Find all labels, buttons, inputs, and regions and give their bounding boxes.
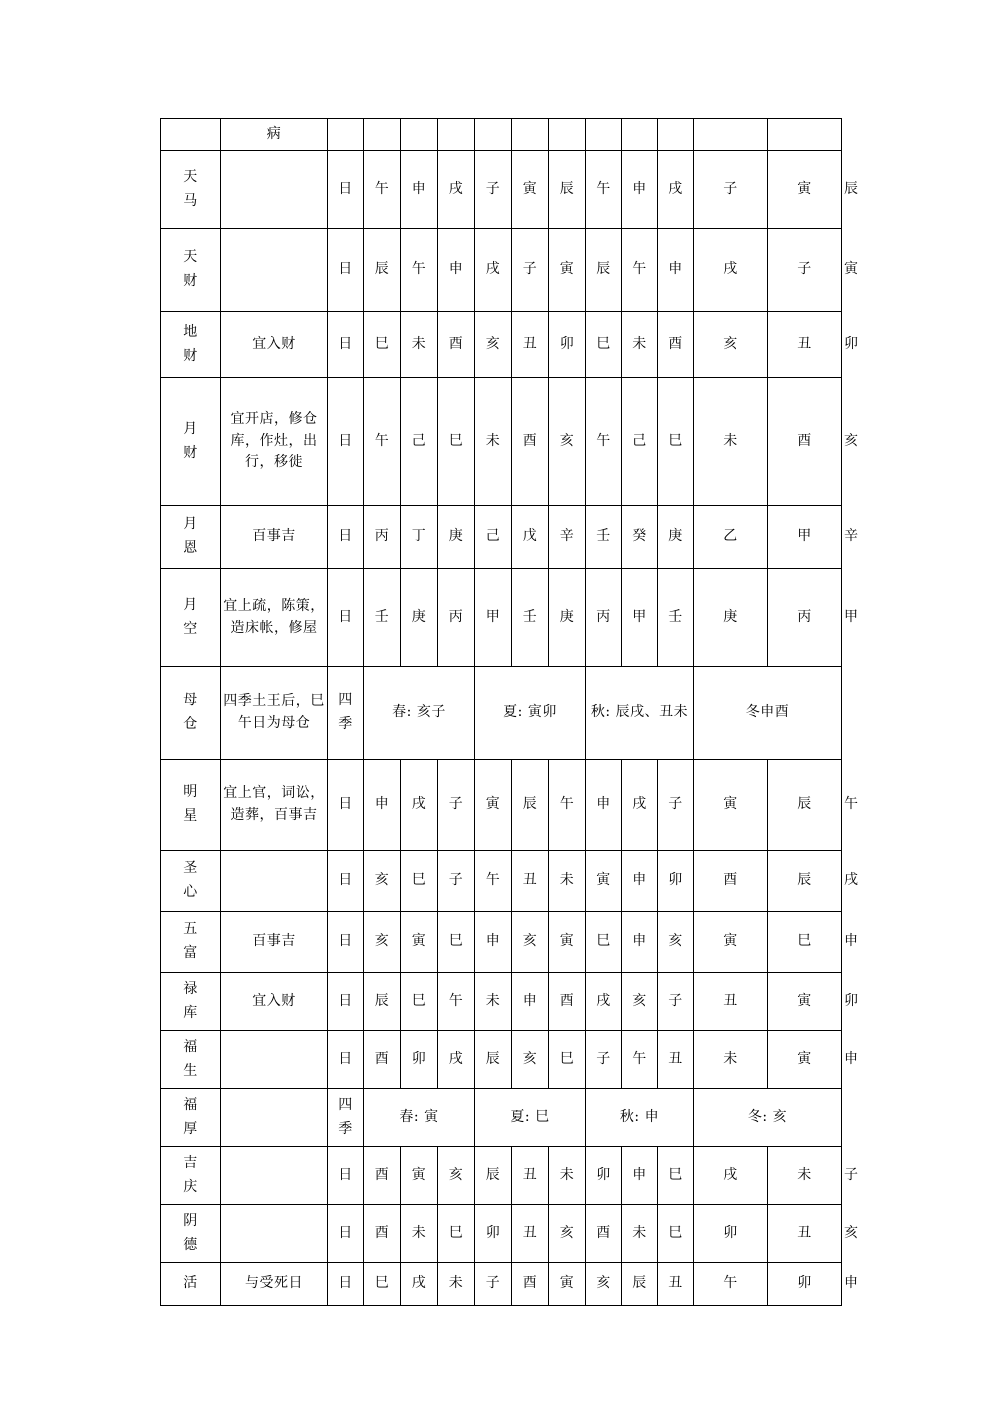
row-value-cell: 亥 — [694, 312, 768, 378]
row-season-cell: 春: 寅 — [364, 1089, 475, 1147]
row-value-cell: 卯 — [694, 1205, 768, 1263]
row-name-月空 — [161, 569, 221, 667]
row-value-cell: 戌 — [694, 229, 768, 312]
table-row: 阴 德 日 酉 未 巳 卯 丑 亥 酉 未 巳 卯 丑 亥 — [161, 1205, 842, 1263]
row-value-cell: 巳 — [401, 851, 438, 912]
row-value-cell: 子 — [475, 151, 512, 229]
row-name-char: 地 — [183, 323, 198, 340]
row-value-cell: 巳 — [438, 912, 475, 973]
row-name-母仓 — [161, 667, 221, 760]
row-value-cell: 巳 — [586, 912, 622, 973]
row-value-cell: 寅 — [512, 151, 549, 229]
row-value-cell: 申 — [658, 229, 694, 312]
row-note — [221, 151, 328, 229]
row-value-cell: 未 — [401, 312, 438, 378]
row-name-福厚 — [161, 1089, 221, 1147]
row-unit: 日 — [328, 378, 364, 506]
row-name-char: 仓 — [183, 716, 198, 732]
row-value-cell: 酉 — [549, 973, 586, 1031]
header-data-cell — [401, 119, 438, 151]
row-value-cell: 酉 — [512, 378, 549, 506]
table-row: 活 与受死日 日 巳 戌 未 子 酉 寅 亥 辰 丑 午 卯 申 — [161, 1263, 842, 1306]
header-data-cell — [475, 119, 512, 151]
table-row: 天 财 日 辰 午 申 戌 子 寅 辰 午 申 戌 子 寅 — [161, 229, 842, 312]
row-name-char: 月 — [183, 516, 198, 533]
row-name-活 — [161, 1263, 221, 1306]
row-value-cell: 甲 — [768, 506, 842, 569]
row-value-cell: 未 — [768, 1147, 842, 1205]
row-name-char: 空 — [183, 620, 198, 637]
row-value-cell: 申 — [622, 1147, 658, 1205]
row-unit-char: 四 — [338, 692, 353, 709]
header-data-cell — [549, 119, 586, 151]
row-value-cell: 壬 — [512, 569, 549, 667]
row-name-char: 庆 — [183, 1178, 198, 1195]
row-name-char: 财 — [183, 347, 198, 364]
row-value-cell: 寅 — [768, 1031, 842, 1089]
row-value-cell: 午 — [549, 760, 586, 851]
row-season-cell: 秋: 辰戌、丑未 — [586, 667, 694, 760]
table-row: 月 财 宜开店，修仓库，作灶，出行，移徙 日 午 己 巳 未 酉 亥 午 己 巳 未 酉 亥 — [161, 378, 842, 506]
row-value-cell: 卯 — [658, 851, 694, 912]
row-value-cell: 亥 — [438, 1147, 475, 1205]
row-value-cell: 戌 — [475, 229, 512, 312]
row-value-cell: 未 — [438, 1263, 475, 1306]
row-value-cell: 辰 — [475, 1031, 512, 1089]
row-name-char: 活 — [183, 1275, 198, 1292]
row-unit-char: 四 — [338, 1096, 353, 1113]
row-note: 宜上官，词讼，造葬，百事吉 — [221, 760, 328, 851]
table-row: 明 星 宜上官，词讼，造葬，百事吉 日 申 戌 子 寅 辰 午 申 戌 子 寅 辰 午 — [161, 760, 842, 851]
row-name-char: 马 — [183, 192, 198, 209]
row-name-char: 吉 — [183, 1154, 198, 1171]
row-value-cell: 未 — [694, 378, 768, 506]
row-name-char: 财 — [183, 444, 198, 461]
row-value-cell: 辰 — [549, 151, 586, 229]
row-name-char: 天 — [183, 249, 198, 266]
row-value-cell: 寅 — [694, 912, 768, 973]
row-unit: 日 — [328, 851, 364, 912]
row-name-月恩 — [161, 506, 221, 569]
row-name-五富 — [161, 912, 221, 973]
row-value-cell: 戌 — [586, 973, 622, 1031]
row-value-cell: 庚 — [549, 569, 586, 667]
row-name-char: 心 — [183, 884, 198, 900]
row-note — [221, 1147, 328, 1205]
header-data-cell — [438, 119, 475, 151]
row-value-cell: 巳 — [549, 1031, 586, 1089]
row-value-cell: 酉 — [694, 851, 768, 912]
row-value-cell: 酉 — [768, 378, 842, 506]
row-value-cell: 巳 — [438, 1205, 475, 1263]
table-row — [161, 667, 842, 760]
row-name-char: 生 — [183, 1062, 198, 1079]
row-unit: 日 — [328, 973, 364, 1031]
row-season-cell: 夏: 巳 — [475, 1089, 586, 1147]
row-value-cell: 子 — [586, 1031, 622, 1089]
row-name-char: 库 — [183, 1004, 198, 1021]
row-value-cell: 寅 — [549, 1263, 586, 1306]
row-name-char: 五 — [183, 921, 198, 938]
row-value-cell: 辛 — [549, 506, 586, 569]
row-value-cell: 未 — [549, 1147, 586, 1205]
row-value-cell: 酉 — [438, 312, 475, 378]
row-name-char: 厚 — [183, 1120, 198, 1137]
row-value-cell: 申 — [401, 151, 438, 229]
table-row: 月 空 宜上疏，陈策，造床帐，修屋 日 壬 庚 丙 甲 壬 庚 丙 甲 壬 庚 丙 甲 — [161, 569, 842, 667]
row-value-cell: 丑 — [512, 312, 549, 378]
row-value-cell: 午 — [401, 229, 438, 312]
row-value-cell: 戌 — [438, 1031, 475, 1089]
row-value-cell: 丑 — [768, 312, 842, 378]
header-data-cell — [512, 119, 549, 151]
row-value-cell: 亥 — [586, 1263, 622, 1306]
row-value-cell: 酉 — [512, 1263, 549, 1306]
row-unit: 日 — [328, 151, 364, 229]
row-value-cell: 丑 — [512, 1205, 549, 1263]
row-value-cell: 申 — [622, 851, 658, 912]
row-unit: 日 — [328, 912, 364, 973]
row-value-cell: 亥 — [658, 912, 694, 973]
row-name-char: 月 — [183, 420, 198, 437]
row-unit: 日 — [328, 1205, 364, 1263]
row-name-char: 德 — [183, 1236, 198, 1253]
row-value-cell: 巳 — [438, 378, 475, 506]
row-value-cell: 未 — [401, 1205, 438, 1263]
row-value-cell: 卯 — [586, 1147, 622, 1205]
row-value-cell: 未 — [475, 378, 512, 506]
row-value-cell: 巳 — [364, 1263, 401, 1306]
row-value-cell: 寅 — [401, 912, 438, 973]
header-note-cell: 病 — [221, 119, 328, 151]
row-value-cell: 丙 — [586, 569, 622, 667]
row-value-cell: 午 — [694, 1263, 768, 1306]
row-value-cell: 酉 — [586, 1205, 622, 1263]
row-unit — [328, 667, 364, 760]
row-name-char: 圣 — [183, 860, 198, 877]
row-value-cell: 丑 — [512, 851, 549, 912]
row-value-cell: 寅 — [768, 151, 842, 229]
row-name-char: 福 — [183, 1096, 198, 1113]
row-value-cell: 辰 — [622, 1263, 658, 1306]
table-row: 地 财 宜入财 日 巳 未 酉 亥 丑 卯 巳 未 酉 亥 丑 卯 — [161, 312, 842, 378]
row-unit-char: 季 — [338, 1120, 353, 1137]
row-note: 宜开店，修仓库，作灶，出行，移徙 — [221, 378, 328, 506]
row-value-cell: 亥 — [512, 1031, 549, 1089]
row-name-char: 财 — [183, 273, 198, 289]
table-row — [161, 1089, 842, 1147]
row-value-cell: 申 — [622, 151, 658, 229]
row-value-cell: 辰 — [768, 760, 842, 851]
row-note: 宜入财 — [221, 312, 328, 378]
almanac-table-body — [161, 119, 859, 1306]
row-value-cell: 申 — [586, 760, 622, 851]
row-value-cell: 午 — [364, 378, 401, 506]
header-data-cell — [586, 119, 622, 151]
row-value-cell: 巳 — [658, 1205, 694, 1263]
row-value-cell: 甲 — [622, 569, 658, 667]
row-value-cell: 壬 — [586, 506, 622, 569]
row-value-cell: 巳 — [586, 312, 622, 378]
row-value-cell: 乙 — [694, 506, 768, 569]
row-note — [221, 1089, 328, 1147]
row-value-cell: 午 — [586, 151, 622, 229]
row-value-cell: 丑 — [512, 1147, 549, 1205]
row-value-cell: 子 — [475, 1263, 512, 1306]
row-unit-char: 季 — [338, 716, 353, 732]
header-data-cell — [768, 119, 842, 151]
row-value-cell: 申 — [364, 760, 401, 851]
row-value-cell: 巳 — [401, 973, 438, 1031]
row-name-福生 — [161, 1031, 221, 1089]
row-name-char: 阴 — [183, 1212, 198, 1229]
row-unit: 日 — [328, 506, 364, 569]
row-note — [221, 229, 328, 312]
row-name-char: 母 — [183, 692, 198, 709]
row-value-cell: 酉 — [364, 1205, 401, 1263]
row-value-cell: 寅 — [475, 760, 512, 851]
table-row: 吉 庆 日 酉 寅 亥 辰 丑 未 卯 申 巳 戌 未 子 — [161, 1147, 842, 1205]
row-note — [221, 851, 328, 912]
row-value-cell: 壬 — [364, 569, 401, 667]
row-season-cell: 春: 亥子 — [364, 667, 475, 760]
row-name-char: 福 — [183, 1038, 198, 1055]
header-name-cell — [161, 119, 221, 151]
row-note: 宜入财 — [221, 973, 328, 1031]
row-value-cell: 卯 — [768, 1263, 842, 1306]
row-value-cell: 申 — [512, 973, 549, 1031]
row-value-cell: 午 — [622, 1031, 658, 1089]
row-value-cell: 子 — [658, 760, 694, 851]
table-row: 月 恩 百事吉 日 丙 丁 庚 己 戊 辛 壬 癸 庚 乙 甲 辛 — [161, 506, 842, 569]
row-value-cell: 子 — [658, 973, 694, 1031]
row-name-禄库 — [161, 973, 221, 1031]
row-note — [221, 1031, 328, 1089]
row-value-cell: 辰 — [768, 851, 842, 912]
row-name-天马 — [161, 151, 221, 229]
row-unit: 日 — [328, 229, 364, 312]
row-value-cell: 庚 — [401, 569, 438, 667]
row-value-cell: 子 — [694, 151, 768, 229]
row-value-cell: 未 — [622, 312, 658, 378]
row-value-cell: 戌 — [401, 1263, 438, 1306]
row-value-cell: 丙 — [768, 569, 842, 667]
row-value-cell: 酉 — [658, 312, 694, 378]
row-value-cell: 己 — [622, 378, 658, 506]
row-value-cell: 酉 — [364, 1031, 401, 1089]
row-value-cell: 午 — [475, 851, 512, 912]
row-value-cell: 子 — [768, 229, 842, 312]
row-value-cell: 寅 — [401, 1147, 438, 1205]
row-value-cell: 甲 — [475, 569, 512, 667]
row-value-cell: 寅 — [549, 912, 586, 973]
row-name-圣心 — [161, 851, 221, 912]
row-name-char: 明 — [183, 784, 198, 801]
table-row: 五 富 百事吉 日 亥 寅 巳 申 亥 寅 巳 申 亥 寅 巳 申 — [161, 912, 842, 973]
row-name-地财 — [161, 312, 221, 378]
row-name-char: 月 — [183, 596, 198, 613]
table-row: 福 生 日 酉 卯 戌 辰 亥 巳 子 午 丑 未 寅 申 — [161, 1031, 842, 1089]
row-value-cell: 午 — [364, 151, 401, 229]
row-value-cell: 丑 — [694, 973, 768, 1031]
row-value-cell: 亥 — [549, 1205, 586, 1263]
row-name-char: 天 — [183, 168, 198, 185]
row-value-cell: 戌 — [438, 151, 475, 229]
row-name-月财 — [161, 378, 221, 506]
row-value-cell: 子 — [438, 760, 475, 851]
row-unit — [328, 1089, 364, 1147]
row-name-char: 星 — [183, 808, 198, 824]
row-unit: 日 — [328, 1031, 364, 1089]
row-value-cell: 癸 — [622, 506, 658, 569]
table-row: 禄 库 宜入财 日 辰 巳 午 未 申 酉 戌 亥 子 丑 寅 卯 — [161, 973, 842, 1031]
row-value-cell: 申 — [475, 912, 512, 973]
row-value-cell: 亥 — [364, 912, 401, 973]
header-data-cell — [622, 119, 658, 151]
row-value-cell: 戌 — [622, 760, 658, 851]
row-name-阴德 — [161, 1205, 221, 1263]
row-note — [221, 1205, 328, 1263]
row-value-cell: 亥 — [549, 378, 586, 506]
row-value-cell: 己 — [401, 378, 438, 506]
row-value-cell: 辰 — [586, 229, 622, 312]
row-value-cell: 未 — [622, 1205, 658, 1263]
row-value-cell: 丑 — [658, 1031, 694, 1089]
row-value-cell: 巳 — [658, 378, 694, 506]
header-data-cell — [364, 119, 401, 151]
row-value-cell: 巳 — [768, 912, 842, 973]
row-value-cell: 巳 — [364, 312, 401, 378]
row-value-cell: 寅 — [768, 973, 842, 1031]
row-note: 与受死日 — [221, 1263, 328, 1306]
row-value-cell: 卯 — [401, 1031, 438, 1089]
row-season-cell: 秋: 申 — [586, 1089, 694, 1147]
almanac-table — [160, 118, 859, 1306]
row-value-cell: 午 — [438, 973, 475, 1031]
row-value-cell: 子 — [512, 229, 549, 312]
row-season-cell: 冬: 亥 — [694, 1089, 842, 1147]
row-value-cell: 丑 — [658, 1263, 694, 1306]
row-value-cell: 亥 — [364, 851, 401, 912]
row-unit: 日 — [328, 760, 364, 851]
row-value-cell: 壬 — [658, 569, 694, 667]
row-value-cell: 戌 — [401, 760, 438, 851]
row-value-cell: 未 — [694, 1031, 768, 1089]
row-value-cell: 庚 — [694, 569, 768, 667]
row-value-cell: 未 — [475, 973, 512, 1031]
row-value-cell: 戌 — [658, 151, 694, 229]
row-value-cell: 辰 — [364, 973, 401, 1031]
row-value-cell: 亥 — [475, 312, 512, 378]
row-note: 百事吉 — [221, 506, 328, 569]
row-unit: 日 — [328, 1263, 364, 1306]
row-unit: 日 — [328, 1147, 364, 1205]
row-value-cell: 寅 — [549, 229, 586, 312]
row-note: 四季土王后，巳午日为母仓 — [221, 667, 328, 760]
row-value-cell: 庚 — [658, 506, 694, 569]
row-value-cell: 寅 — [586, 851, 622, 912]
row-name-char: 恩 — [183, 540, 198, 556]
header-data-cell — [694, 119, 768, 151]
row-value-cell: 丙 — [364, 506, 401, 569]
row-value-cell: 亥 — [622, 973, 658, 1031]
row-value-cell: 辰 — [475, 1147, 512, 1205]
row-value-cell: 午 — [586, 378, 622, 506]
header-data-cell — [328, 119, 364, 151]
row-value-cell: 丑 — [768, 1205, 842, 1263]
row-value-cell: 庚 — [438, 506, 475, 569]
table-header-row — [161, 119, 842, 151]
row-note: 百事吉 — [221, 912, 328, 973]
row-value-cell: 酉 — [364, 1147, 401, 1205]
row-value-cell: 己 — [475, 506, 512, 569]
row-value-cell: 戌 — [694, 1147, 768, 1205]
row-value-cell: 卯 — [475, 1205, 512, 1263]
row-name-吉庆 — [161, 1147, 221, 1205]
row-value-cell: 丁 — [401, 506, 438, 569]
row-unit: 日 — [328, 569, 364, 667]
row-value-cell: 巳 — [658, 1147, 694, 1205]
row-value-cell: 卯 — [549, 312, 586, 378]
row-name-天财 — [161, 229, 221, 312]
row-value-cell: 午 — [622, 229, 658, 312]
row-value-cell: 子 — [438, 851, 475, 912]
row-value-cell: 丙 — [438, 569, 475, 667]
row-note: 宜上疏，陈策，造床帐，修屋 — [221, 569, 328, 667]
row-value-cell: 戊 — [512, 506, 549, 569]
row-value-cell: 申 — [622, 912, 658, 973]
row-value-cell: 辰 — [364, 229, 401, 312]
row-value-cell: 寅 — [694, 760, 768, 851]
row-name-明星 — [161, 760, 221, 851]
row-season-cell: 冬申酉 — [694, 667, 842, 760]
table-row: 圣 心 日 亥 巳 子 午 丑 未 寅 申 卯 酉 辰 戌 — [161, 851, 842, 912]
row-season-cell: 夏: 寅卯 — [475, 667, 586, 760]
row-value-cell: 辰 — [512, 760, 549, 851]
header-data-cell — [658, 119, 694, 151]
row-unit: 日 — [328, 312, 364, 378]
row-value-cell: 申 — [438, 229, 475, 312]
table-row: 天 马 日 午 申 戌 子 寅 辰 午 申 戌 子 寅 辰 — [161, 151, 842, 229]
row-value-cell: 亥 — [512, 912, 549, 973]
row-value-cell: 未 — [549, 851, 586, 912]
row-name-char: 富 — [183, 945, 198, 961]
row-name-char: 禄 — [183, 980, 198, 997]
